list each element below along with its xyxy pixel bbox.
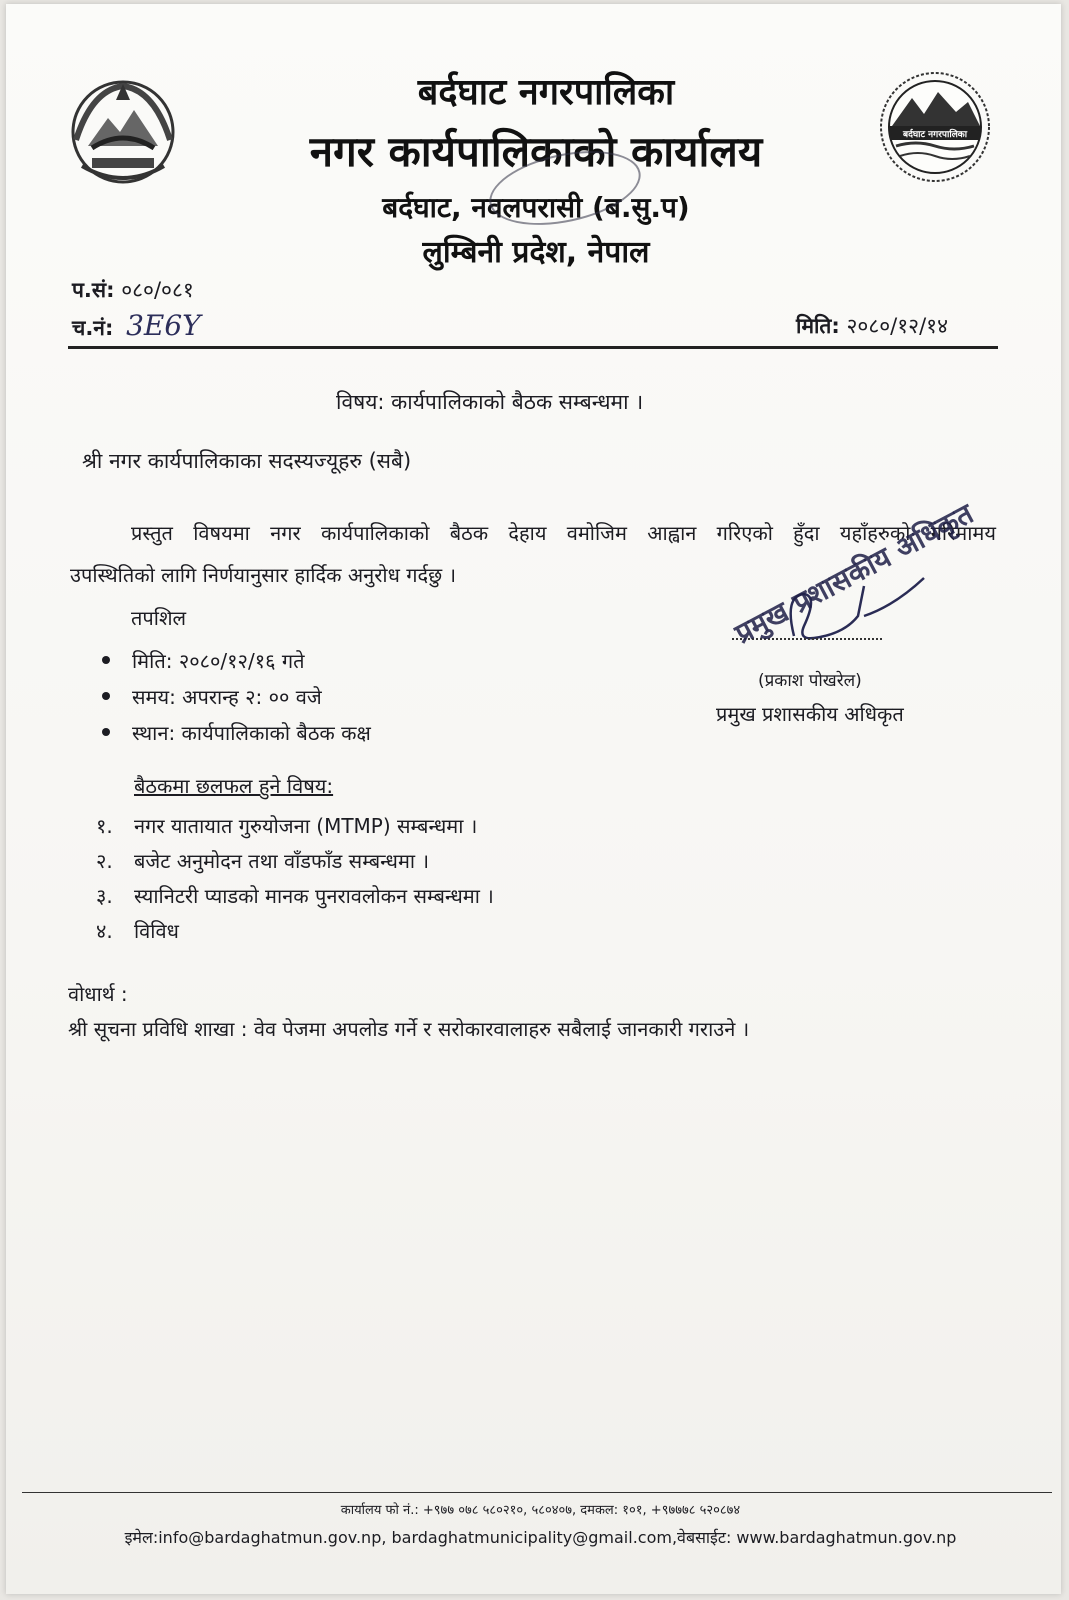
agenda-number: ४. bbox=[96, 919, 113, 943]
bullet-icon bbox=[102, 656, 110, 664]
agenda-heading: बैठकमा छलफल हुने विषय: bbox=[134, 774, 334, 798]
letter-date bbox=[796, 312, 948, 340]
agenda-number: २. bbox=[96, 849, 113, 873]
signatory-name: (प्रकाश पोखरेल) bbox=[758, 671, 862, 691]
detail-time: समय: अपरान्ह २: ०० वजे bbox=[132, 684, 322, 709]
chalani-label: च.नं: bbox=[72, 316, 114, 340]
list-item bbox=[102, 714, 371, 750]
office-name: नगर कार्यपालिकाको कार्यालय bbox=[309, 127, 763, 176]
reference-number bbox=[72, 276, 194, 304]
agenda-text: बजेट अनुमोदन तथा वाँडफाँड सम्बन्धमा । bbox=[134, 849, 430, 873]
designation-stamp: प्रमुख प्रशासकीय अधिकृत bbox=[729, 496, 979, 651]
letter-addressee: श्री नगर कार्यपालिकाका सदस्यज्यूहरु (सबै) bbox=[82, 449, 412, 473]
signatory-title: प्रमुख प्रशासकीय अधिकृत bbox=[716, 702, 904, 726]
municipality-logo-icon bbox=[876, 68, 994, 186]
body-line-1: प्रस्तुत विषयमा नगर कार्यपालिकाको बैठक देहाय वमोजिम आह्वान गरिएको हुँदा यहाँहरुको गरिमामय bbox=[131, 521, 996, 545]
agenda-text: नगर यातायात गुरुयोजना (MTMP) सम्बन्धमा । bbox=[134, 814, 478, 838]
agenda-item bbox=[96, 882, 494, 917]
nepal-emblem-icon bbox=[62, 70, 184, 188]
agenda-text: विविध bbox=[134, 919, 179, 943]
detail-date: मिति: २०८०/१२/१६ गते bbox=[132, 648, 305, 673]
date-label: मिति: bbox=[796, 314, 840, 338]
cc-label: वोधार्थ : bbox=[68, 982, 128, 1006]
meeting-details-list bbox=[102, 642, 371, 750]
agenda-list bbox=[96, 812, 494, 952]
ps-label: प.सं: bbox=[72, 278, 115, 302]
office-address: बर्दघाट, नवलपरासी (ब.सु.प) bbox=[382, 191, 690, 224]
details-heading: तपशिल bbox=[131, 606, 187, 630]
body-line-2: उपस्थितिको लागि निर्णयानुसार हार्दिक अनुरोध गर्दछु । bbox=[70, 563, 457, 587]
chalani-value: 3E6Y bbox=[126, 309, 201, 342]
province-name: लुम्बिनी प्रदेश, नेपाल bbox=[422, 235, 650, 270]
footer-contact: इमेल:info@bardaghatmun.gov.np, bardaghatmunicipality@gmail.com,वेबसाईट: www.bardaghatmun.gov.np bbox=[124, 1528, 957, 1547]
agenda-text: स्यानिटरी प्याडको मानक पुनरावलोकन सम्बन्धमा । bbox=[134, 884, 494, 908]
ps-value: ०८०/०८१ bbox=[121, 278, 194, 302]
list-item bbox=[102, 642, 371, 678]
municipality-name: बर्दघाट नगरपालिका bbox=[417, 72, 675, 113]
bullet-icon bbox=[102, 728, 110, 736]
footer-divider bbox=[22, 1492, 1052, 1493]
logo-right-text: बर्दघाट नगरपालिका bbox=[902, 130, 968, 140]
cc-text: श्री सूचना प्रविधि शाखा : वेव पेजमा अपलोड गर्ने र सरोकारवालाहरु सबैलाई जानकारी गराउने । bbox=[68, 1017, 750, 1041]
agenda-item bbox=[96, 847, 494, 882]
agenda-item bbox=[96, 917, 494, 952]
header-divider bbox=[68, 346, 998, 349]
letter-subject: विषय: कार्यपालिकाको बैठक सम्बन्धमा । bbox=[336, 390, 644, 414]
letter-page bbox=[6, 4, 1061, 1594]
detail-venue: स्थान: कार्यपालिकाको बैठक कक्ष bbox=[132, 720, 371, 745]
footer-phone: कार्यालय फो नं.: +९७७ ०७८ ५८०२१०, ५८०४०७, दमकल: १०१, +९७७७८ ५२०८७४ bbox=[340, 1503, 741, 1518]
agenda-number: १. bbox=[96, 814, 113, 838]
bullet-icon bbox=[102, 692, 110, 700]
dispatch-number bbox=[72, 309, 201, 342]
agenda-item bbox=[96, 812, 494, 847]
date-value: २०८०/१२/१४ bbox=[846, 314, 949, 338]
list-item bbox=[102, 678, 371, 714]
agenda-number: ३. bbox=[96, 884, 113, 908]
